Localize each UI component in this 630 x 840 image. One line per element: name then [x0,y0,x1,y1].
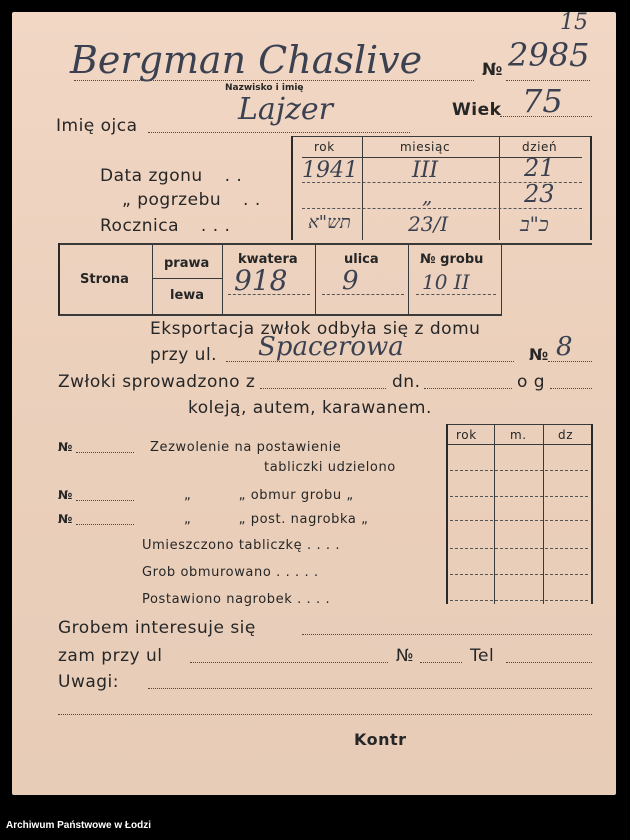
zam-label: zam przy ul [58,646,163,666]
permits-table-right [591,424,593,604]
corner-number: 15 [560,10,588,35]
grave-table-sep1 [152,243,153,315]
umieszczono-line: Umieszczono tabliczkę . . . . [142,538,341,553]
export-street-value: Spacerowa [258,332,404,362]
permits-rule-4 [450,548,588,549]
kwatera-value: 918 [234,264,288,297]
date-header-dzien: dzień [522,140,558,154]
og-label: o g [517,372,546,392]
grave-table-top [58,243,592,245]
permits-rule-6 [450,600,588,601]
zezwolenie-line1: Zezwolenie na postawienie [150,440,342,455]
uwagi-dotted-line-2 [58,714,592,715]
burial-date-label [122,190,261,210]
permit-no-3-dots [76,524,134,525]
ulica-label: ulica [344,252,379,267]
date-header-rok: rok [314,140,335,154]
anniversary-dots: . . . [200,216,231,236]
nazwisko-label: Nazwisko i imię [225,83,304,93]
death-year: 1941 [302,158,358,183]
grobu-value: 10 II [422,270,470,294]
record-number-value: 2985 [508,36,590,74]
death-day: 21 [524,154,555,182]
archive-caption: Archiwum Państwowe w Łodzi [6,820,152,831]
permits-rule-1 [450,470,588,471]
permits-header-dz: dz [558,428,574,442]
tel-label: Tel [470,646,495,666]
export-no-value: 8 [556,332,573,362]
export-street-label: przy ul. [150,345,218,365]
obmur-line: „ „ obmur grobu „ [184,488,354,503]
grave-table-left [58,243,60,315]
age-label: Wiek [452,100,502,120]
lewa-label: lewa [170,288,205,303]
zwloki-label: Zwłoki sprowadzono z [58,372,256,392]
permit-no-3: № [58,512,73,526]
grobu-label: № grobu [420,252,484,267]
strona-mid-rule [152,278,222,279]
postawiono-line: Postawiono nagrobek . . . . [142,592,331,607]
permits-table-header-rule [446,444,592,445]
anniversary-text: Rocznica [100,216,179,236]
father-value: Lajzer [238,92,334,127]
permits-rule-5 [450,574,588,575]
permit-no-1: № [58,440,73,454]
kwatera-label: kwatera [238,252,298,267]
permits-table-sep2 [543,424,544,604]
burial-record-card [12,12,616,795]
uwagi-label: Uwagi: [58,672,120,692]
record-dotted-line [506,80,590,81]
ulica-value: 9 [342,266,359,296]
permit-no-2: № [58,488,73,502]
permits-table-left [446,424,448,604]
grave-table-sep4 [408,243,409,315]
grave-table-sep5 [501,243,502,315]
date-row2-rule [302,208,582,209]
permits-header-rok: rok [456,428,477,442]
burial-day: 23 [524,180,555,208]
kontr-label: Kontr [354,730,407,749]
zwloki-dotted-line [260,388,386,389]
og-dotted-line [550,388,592,389]
anniversary-year: תש"א [308,212,351,233]
dn-label: dn. [392,372,421,392]
grobem-label: Grobem interesuje się [58,618,256,638]
grobem-dotted-line [302,634,592,635]
anniversary-day: כ"ב [520,212,549,236]
strona-label: Strona [80,272,129,287]
zezwolenie-line2: tabliczki udzielono [264,460,396,475]
permit-no-2-dots [76,500,134,501]
death-date-dots: . . [224,166,243,186]
zam-no-dotted-line [420,662,462,663]
surname-name-value: Bergman Chaslive [70,38,423,82]
ulica-rule [322,294,404,295]
death-month: III [412,158,439,183]
burial-month: „ [422,184,433,208]
date-table-right [590,136,592,240]
prawa-label: prawa [164,256,210,271]
zam-no-label: № [396,646,415,666]
grave-table-bottom [58,314,502,316]
grobu-rule [416,294,496,295]
burial-date-text: „ pogrzebu [122,190,222,210]
age-value: 75 [522,82,563,120]
record-number-label: № [482,60,503,80]
permits-table-sep1 [494,424,495,604]
anniversary-month: 23/I [408,212,449,236]
death-date-label [100,166,242,186]
permits-table-top [446,424,592,425]
burial-date-dots: . . [243,190,261,210]
grave-table-sep3 [315,243,316,315]
date-table-left [291,136,293,240]
export-line1: Eksportacja zwłok odbyła się z domu [150,319,481,339]
export-no-label: № [529,345,549,364]
date-table-sep1 [362,136,363,240]
uwagi-dotted-line [148,688,592,689]
zam-dotted-line [190,662,388,663]
date-table-top [291,136,591,137]
permit-no-1-dots [76,452,134,453]
permits-rule-3 [450,520,588,521]
permits-rule-2 [450,496,588,497]
date-header-miesiac: miesiąc [400,140,451,154]
dn-dotted-line [424,388,512,389]
father-label: Imię ojca [56,116,138,136]
date-table-sep2 [499,136,500,240]
permits-header-m: m. [510,428,527,442]
grave-table-sep2 [222,243,223,315]
tel-dotted-line [506,662,592,663]
father-dotted-line [148,132,410,133]
grob-obmurowano-line: Grob obmurowano . . . . . [142,565,319,580]
nagrobka-line: „ „ post. nagrobka „ [184,512,369,527]
transport-line: koleją, autem, karawanem. [188,398,432,418]
name-dotted-line [74,80,474,81]
anniversary-label [100,216,230,236]
death-date-text: Data zgonu [100,166,203,186]
